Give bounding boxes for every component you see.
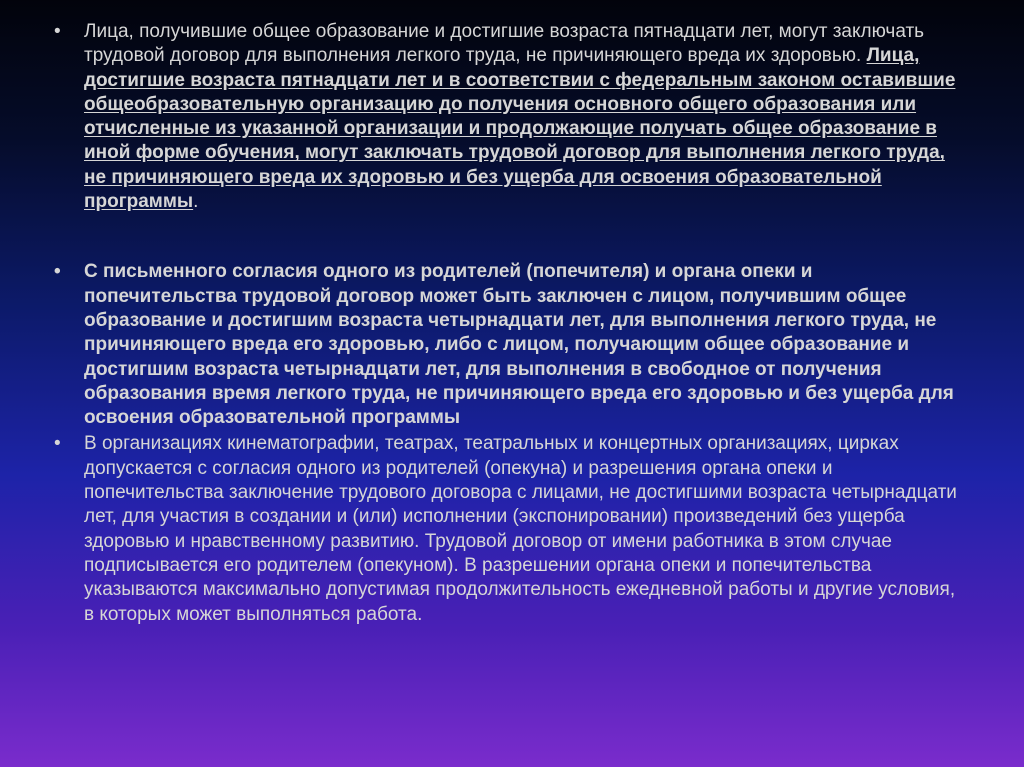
- bullet-marker: •: [54, 21, 61, 42]
- bullet-item-2: [56, 260, 966, 430]
- bullet-list: [56, 20, 966, 627]
- bullet-1-emphasis-text: Лица, достигшие возраста пятнадцати лет и в соответствии с федеральным законом оставившие общеобразовательную организацию до получения основного общего образования или отчисленные из указанной организации и продолжающие получать общее образование в иной форме обучения, могут заключать трудовой договор для выполнения легкого труда, не причиняющего вреда их здоровью и без ущерба для освоения образовательной программы: [84, 45, 956, 213]
- bullet-marker: •: [54, 433, 61, 455]
- bullet-1-tail-text: .: [193, 191, 199, 213]
- bullet-1-plain-text: Лица, получившие общее образование и достигшие возраста пятнадцати лет, могут заключать трудовой договор для выполнения легкого труда, не причиняющего вреда их здоровью.: [84, 21, 925, 67]
- bullet-item-1: [56, 20, 966, 214]
- bullet-2-text: С письменного согласия одного из родителей (попечителя) и органа опеки и попечительства трудовой договор может быть заключен с лицом, получившим общее образование и достигшим возраста четырнадцати лет, для выполнения легкого труда, не причиняющего вреда его здоровью, либо с лицом, получающим общее образование и достигшим возраста четырнадцати лет, для выполнения в свободное от получения образования время легкого труда, не причиняющего вреда его здоровью и без ущерба для освоения образовательной программы: [84, 261, 954, 429]
- bullet-marker: •: [54, 261, 61, 283]
- bullet-3-text: В организациях кинематографии, театрах, театральных и концертных организациях, цирках допускается с согласия одного из родителей (опекуна) и разрешения органа опеки и попечительства заключение трудового договора с лицами, не достигшими возраста четырнадцати лет, для участия в создании и (или) исполнении (экспонировании) произведений без ущерба здоровью и нравственному развитию. Трудовой договор от имени работника в этом случае подписывается его родителем (опекуном). В разрешении органа опеки и попечительства указываются максимально допустимая продолжительность ежедневной работы и другие условия, в которых может выполняться работа.: [84, 433, 957, 625]
- bullet-item-3: [56, 432, 966, 626]
